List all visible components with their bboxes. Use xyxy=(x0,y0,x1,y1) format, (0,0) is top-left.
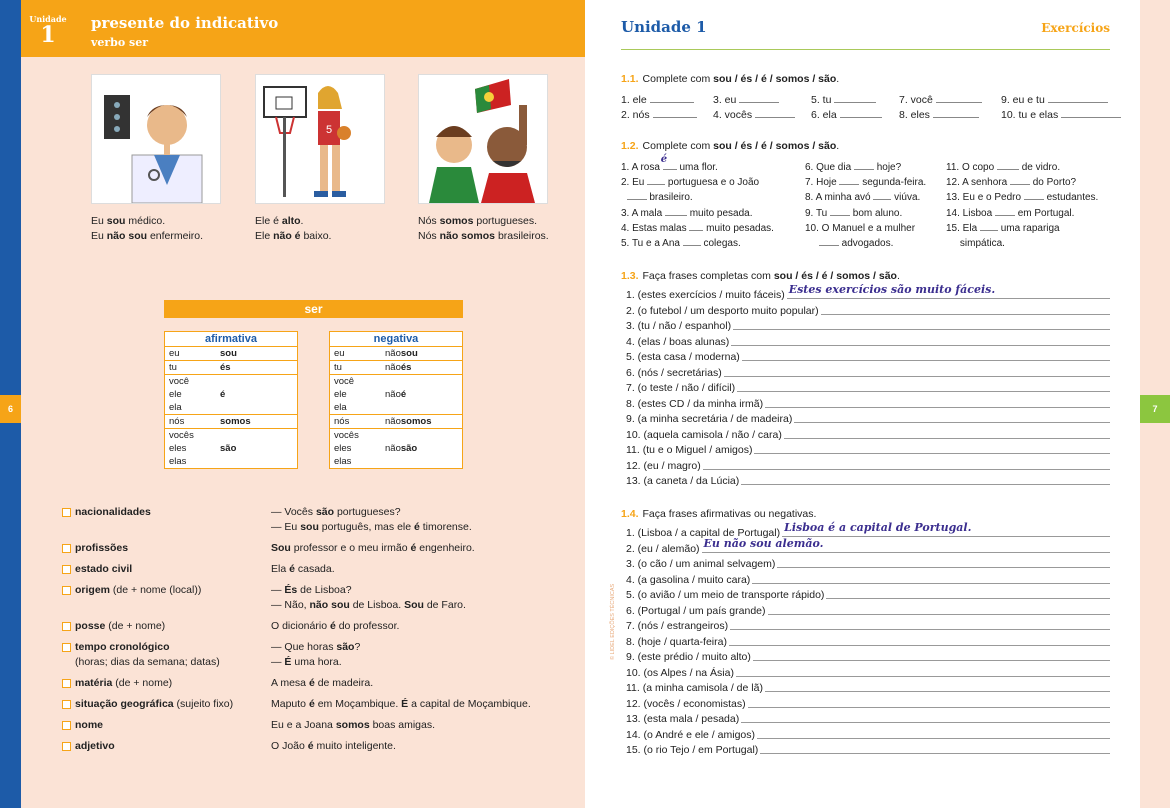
answer-line[interactable] xyxy=(748,697,1110,708)
exercise-prompt: 8. (estes CD / da minha irmã) xyxy=(626,397,764,410)
usage-row xyxy=(62,562,562,577)
answer-line[interactable] xyxy=(794,412,1110,423)
exercise-line xyxy=(626,474,1110,490)
negative-table xyxy=(329,331,463,469)
exercise-line xyxy=(626,728,1110,744)
table-row xyxy=(165,375,297,415)
exercise-line xyxy=(626,319,1110,335)
exercise-prompt: 6. (nós / secretárias) xyxy=(626,366,722,379)
exercise-1-1-instruction: 1.1. Complete com sou / és / é / somos / são. xyxy=(621,73,840,85)
usage-term: situação geográfica (sujeito fixo) xyxy=(75,698,234,710)
answer-line[interactable] xyxy=(784,428,1110,439)
answer-line[interactable] xyxy=(736,666,1110,677)
exercise-item: 8. A minha avó viúva. xyxy=(805,192,921,204)
exercise-prompt: 6. (Portugal / um país grande) xyxy=(626,604,766,617)
answer-blank[interactable] xyxy=(1061,109,1121,118)
usage-term: matéria (de + nome) xyxy=(75,677,173,689)
answer-line[interactable] xyxy=(760,743,1110,754)
answer-line[interactable] xyxy=(757,728,1110,739)
left-page-number: 6 xyxy=(0,395,21,423)
verb-cell: não são xyxy=(385,443,418,454)
exercise-line xyxy=(626,604,1110,620)
answer-blank[interactable] xyxy=(1010,176,1030,185)
usage-example: — És de Lisboa? — Não, não sou de Lisboa. Sou de Faro. xyxy=(271,584,466,611)
usage-row xyxy=(62,619,562,634)
exercise-item: 13. Eu e o Pedro estudantes. xyxy=(946,192,1099,204)
exercise-prompt: 3. (tu / não / espanhol) xyxy=(626,320,732,332)
caption-doctor: Eu sou médico. Eu não sou enfermeiro. xyxy=(91,215,204,242)
verb-cell: não sou xyxy=(385,348,418,359)
usage-term: profissões xyxy=(75,542,129,554)
page-subtitle: verbo ser xyxy=(91,36,149,49)
exercise-item: 7. você xyxy=(899,93,997,108)
pronoun-cell: você ele ela xyxy=(334,376,355,413)
exercise-prompt: 4. (elas / boas alunas) xyxy=(626,335,730,348)
pronoun-cell: eu xyxy=(169,348,180,359)
exercise-item: 5. tu xyxy=(811,93,895,108)
answer-line[interactable] xyxy=(724,366,1110,377)
answer-line[interactable] xyxy=(765,397,1110,408)
table-row xyxy=(165,415,297,429)
answer-line[interactable] xyxy=(742,350,1110,361)
exercise-1-4-instruction: 1.4. Faça frases afirmativas ou negativas. xyxy=(621,508,817,520)
exercise-line xyxy=(626,335,1110,351)
usage-row xyxy=(62,505,562,535)
exercise-prompt: 13. (a caneta / da Lúcia) xyxy=(626,475,740,487)
exercise-item: 8. eles xyxy=(899,108,997,123)
exercise-prompt: 15. (o rio Tejo / em Portugal) xyxy=(626,744,759,756)
answer-blank[interactable] xyxy=(1048,94,1108,103)
table-row xyxy=(330,415,462,429)
usage-label xyxy=(62,583,271,613)
pronoun-cell: vocês eles elas xyxy=(334,430,359,467)
table-row xyxy=(165,347,297,361)
right-page-number: 7 xyxy=(1140,395,1170,423)
usage-label xyxy=(62,640,271,670)
verb-cell: não somos xyxy=(385,416,432,427)
exercise-line xyxy=(626,619,1110,635)
exercise-line xyxy=(626,650,1110,666)
answer-blank[interactable] xyxy=(854,161,874,170)
answer-blank[interactable] xyxy=(1024,191,1044,200)
exercise-item: 1. ele xyxy=(621,93,709,108)
pronoun-cell: você ele ela xyxy=(169,376,190,413)
pronoun-cell: nós xyxy=(169,416,185,427)
handwritten-answer: é xyxy=(660,154,668,165)
usage-example: Sou professor e o meu irmão é engenheiro. xyxy=(271,542,475,554)
pronoun-cell: nós xyxy=(334,416,350,427)
exercise-line xyxy=(626,635,1110,651)
exercise-line xyxy=(626,521,1110,542)
answer-blank[interactable] xyxy=(647,176,665,185)
exercise-prompt: 8. (hoje / quarta-feira) xyxy=(626,635,727,648)
answer-line[interactable] xyxy=(768,604,1111,615)
exercise-prompt: 10. (aquela camisola / não / cara) xyxy=(626,428,782,441)
usage-row xyxy=(62,541,562,556)
usage-label xyxy=(62,718,271,733)
exercise-item: 6. ela xyxy=(811,108,895,123)
exercise-line xyxy=(626,697,1110,713)
exercise-line xyxy=(626,712,1110,728)
answer-blank[interactable] xyxy=(840,109,882,118)
exercise-prompt: 5. (o avião / um meio de transporte rápido) xyxy=(626,589,825,601)
svg-text:5: 5 xyxy=(326,124,333,136)
answer-blank[interactable] xyxy=(995,207,1015,216)
exercise-line xyxy=(626,681,1110,697)
answer-blank[interactable] xyxy=(653,109,697,118)
checkbox-icon xyxy=(62,700,71,709)
answer-line[interactable] xyxy=(754,443,1110,454)
table-row xyxy=(165,361,297,375)
answer-blank[interactable] xyxy=(755,109,795,118)
table-row xyxy=(330,429,462,468)
table-row xyxy=(330,375,462,415)
usage-example: O dicionário é do professor. xyxy=(271,620,400,632)
unit-badge xyxy=(24,14,72,54)
usage-term: nacionalidades xyxy=(75,506,151,518)
negative-header: negativa xyxy=(330,332,462,347)
usage-list xyxy=(62,505,562,760)
answer-line[interactable] xyxy=(702,536,1110,553)
copyright-note: © LIDEL EDIÇÕES TÉCNICAS xyxy=(610,583,616,660)
exercise-prompt: 7. (o teste / não / difícil) xyxy=(626,382,736,394)
exercise-item: 12. A senhora do Porto? xyxy=(946,177,1077,189)
exercise-line xyxy=(626,283,1110,304)
exercise-item: brasileiro. xyxy=(621,190,805,205)
answer-blank[interactable] xyxy=(933,109,979,118)
unit-number: 1 xyxy=(40,22,56,48)
answer-line[interactable] xyxy=(752,573,1110,584)
usage-example: Eu e a Joana somos boas amigas. xyxy=(271,719,436,731)
verb-cell: é xyxy=(220,389,226,400)
table-row xyxy=(330,361,462,375)
usage-example: Ela é casada. xyxy=(271,563,335,575)
header-rule xyxy=(621,49,1110,50)
answer-blank[interactable] xyxy=(739,94,779,103)
exercise-1-2 xyxy=(621,139,1110,251)
exercise-prompt: 2. (eu / alemão) xyxy=(626,542,700,555)
answer-line[interactable] xyxy=(729,635,1110,646)
usage-example: Maputo é em Moçambique. É a capital de Moçambique. xyxy=(271,698,531,710)
table-row xyxy=(165,429,297,468)
answer-line[interactable] xyxy=(765,681,1110,692)
exercise-prompt: 11. (tu e o Miguel / amigos) xyxy=(626,444,753,456)
verb-cell: não és xyxy=(385,362,412,373)
usage-label xyxy=(62,619,271,634)
exercise-prompt: 12. (vocês / economistas) xyxy=(626,697,746,710)
pronoun-cell: eu xyxy=(334,348,345,359)
pronoun-cell: tu xyxy=(169,362,177,373)
answer-blank[interactable] xyxy=(980,222,998,231)
exercise-prompt: 3. (o cão / um animal selvagem) xyxy=(626,558,776,570)
exercise-item: 10. O Manuel e a mulher xyxy=(805,222,916,234)
usage-row xyxy=(62,718,562,733)
exercise-prompt: 13. (esta mala / pesada) xyxy=(626,713,740,725)
exercise-line xyxy=(626,536,1110,558)
usage-example: — Vocês são portugueses? — Eu sou português, mas ele é timorense. xyxy=(271,506,472,533)
exercise-item: 4. vocês xyxy=(713,108,807,123)
exercise-1-3-instruction: 1.3. Faça frases completas com sou / és / é / somos / são. xyxy=(621,270,900,282)
exercise-prompt: 4. (a gasolina / muito cara) xyxy=(626,573,751,586)
affirmative-table xyxy=(164,331,298,469)
exercise-item: 9. eu e tu xyxy=(1001,93,1126,108)
pronoun-cell: tu xyxy=(334,362,342,373)
answer-blank[interactable] xyxy=(936,94,982,103)
usage-example: — Que horas são? — É uma hora. xyxy=(271,641,361,668)
exercise-item: simpática. xyxy=(946,238,1005,250)
exercise-prompt: 12. (eu / magro) xyxy=(626,459,701,472)
usage-row xyxy=(62,640,562,670)
verb-cell: sou xyxy=(220,348,237,359)
exercise-line xyxy=(626,743,1110,759)
usage-label xyxy=(62,562,271,577)
answer-blank[interactable] xyxy=(660,154,677,170)
answer-line[interactable] xyxy=(782,521,1110,537)
usage-term: origem (de + nome (local)) xyxy=(75,584,202,596)
usage-term: posse (de + nome) xyxy=(75,620,166,632)
answer-line[interactable] xyxy=(777,557,1110,568)
usage-term: adjetivo xyxy=(75,740,115,752)
exercise-1-2-instruction: 1.2. Complete com sou / és / é / somos / são. xyxy=(621,140,840,152)
exercise-prompt: 9. (a minha secretária / de madeira) xyxy=(626,413,793,425)
exercise-line xyxy=(626,366,1110,382)
answer-blank[interactable] xyxy=(834,94,876,103)
usage-term: tempo cronológico (horas; dias da semana; datas) xyxy=(75,641,220,668)
verb-cell: somos xyxy=(220,416,251,427)
exercise-item: 6. Que dia hoje? xyxy=(805,162,902,173)
usage-label xyxy=(62,697,271,712)
exercise-item: 14. Lisboa em Portugal. xyxy=(946,207,1075,219)
answer-line[interactable] xyxy=(731,335,1110,346)
exercise-item: 5. Tu e a Ana colegas. xyxy=(621,238,741,250)
usage-label xyxy=(62,739,271,754)
answer-blank[interactable] xyxy=(627,191,647,200)
exercise-1-4 xyxy=(621,507,1110,759)
exercise-line xyxy=(626,573,1110,589)
checkbox-icon xyxy=(62,565,71,574)
answer-line[interactable] xyxy=(741,474,1110,485)
answer-blank[interactable] xyxy=(830,207,850,216)
answer-line[interactable] xyxy=(753,650,1110,661)
answer-blank[interactable] xyxy=(650,94,694,103)
handwritten-answer: Estes exercícios são muito fáceis. xyxy=(788,283,996,296)
usage-row xyxy=(62,583,562,613)
exercise-item: 2. nós xyxy=(621,108,709,123)
checkbox-icon xyxy=(62,622,71,631)
exercise-item: 1. A rosa é uma flor. xyxy=(621,154,718,173)
exercise-prompt: 7. (nós / estrangeiros) xyxy=(626,620,729,632)
answer-line[interactable] xyxy=(821,304,1110,315)
verb-cell: são xyxy=(220,443,237,454)
usage-label xyxy=(62,505,271,535)
exercise-item: 15. Ela uma rapariga xyxy=(946,222,1060,234)
answer-line[interactable] xyxy=(737,381,1110,392)
exercise-prompt: 1. (Lisboa / a capital de Portugal) xyxy=(626,527,781,539)
unit-label: Unidade xyxy=(29,14,67,24)
exercise-item: 11. O copo de vidro. xyxy=(946,162,1061,173)
exercise-prompt: 11. (a minha camisola / de lã) xyxy=(626,682,763,694)
exercise-line xyxy=(626,443,1110,459)
exercise-prompt: 5. (esta casa / moderna) xyxy=(626,351,740,363)
checkbox-icon xyxy=(62,586,71,595)
checkbox-icon xyxy=(62,721,71,730)
verb-cell: és xyxy=(220,362,231,373)
exercise-line xyxy=(626,381,1110,397)
exercise-prompt: 14. (o André e ele / amigos) xyxy=(626,728,755,741)
answer-blank[interactable] xyxy=(997,161,1019,170)
usage-row xyxy=(62,697,562,712)
exercise-item: 10. tu e elas xyxy=(1001,108,1126,123)
answer-line[interactable] xyxy=(787,283,1110,299)
caption-tall: Ele é alto. Ele não é baixo. xyxy=(255,215,332,242)
exercise-prompt: 9. (este prédio / muito alto) xyxy=(626,651,751,663)
exercise-line xyxy=(626,428,1110,444)
section-title: Exercícios xyxy=(1041,21,1110,35)
checkbox-icon xyxy=(62,544,71,553)
usage-row xyxy=(62,739,562,754)
exercise-1-1 xyxy=(621,72,1110,123)
answer-line[interactable] xyxy=(730,619,1110,630)
exercise-line xyxy=(626,412,1110,428)
fans-illustration xyxy=(418,74,548,204)
exercise-item: 9. Tu bom aluno. xyxy=(805,207,903,219)
exercise-1-3 xyxy=(621,269,1110,490)
exercise-prompt: 2. (o futebol / um desporto muito popular) xyxy=(626,304,819,317)
exercise-line xyxy=(626,666,1110,682)
unit-title: Unidade 1 xyxy=(621,18,707,36)
usage-example: A mesa é de madeira. xyxy=(271,677,374,689)
exercise-line xyxy=(626,557,1110,573)
exercise-line xyxy=(626,588,1110,604)
exercise-item: 3. eu xyxy=(713,93,807,108)
doctor-illustration xyxy=(91,74,221,204)
caption-fans: Nós somos portugueses. Nós não somos brasileiros. xyxy=(418,215,549,242)
exercise-prompt: 10. (os Alpes / na Ásia) xyxy=(626,666,734,679)
affirmative-header: afirmativa xyxy=(165,332,297,347)
answer-line[interactable] xyxy=(826,588,1110,599)
usage-label xyxy=(62,676,271,691)
answer-blank[interactable] xyxy=(665,207,687,216)
exercise-item: 4. Estas malas muito pesadas. xyxy=(621,222,774,234)
answer-blank[interactable] xyxy=(819,237,839,246)
verb-cell: não é xyxy=(385,389,407,400)
exercise-item: 3. A mala muito pesada. xyxy=(621,207,753,219)
exercise-item: 2. Eu portuguesa e o João xyxy=(621,177,760,189)
answer-blank[interactable] xyxy=(839,176,859,185)
answer-line[interactable] xyxy=(741,712,1110,723)
answer-line[interactable] xyxy=(733,319,1110,330)
exercise-line xyxy=(626,350,1110,366)
handwritten-answer: Eu não sou alemão. xyxy=(703,536,824,550)
checkbox-icon xyxy=(62,679,71,688)
usage-label xyxy=(62,541,271,556)
pronoun-cell: vocês eles elas xyxy=(169,430,194,467)
checkbox-icon xyxy=(62,643,71,652)
usage-term: estado civil xyxy=(75,563,133,575)
handwritten-answer: Lisboa é a capital de Portugal. xyxy=(784,521,972,534)
answer-blank[interactable] xyxy=(873,191,891,200)
usage-row xyxy=(62,676,562,691)
exercise-item: 7. Hoje segunda-feira. xyxy=(805,177,927,189)
answer-line[interactable] xyxy=(703,459,1110,470)
usage-example: O João é muito inteligente. xyxy=(271,740,396,752)
exercise-prompt: 1. (estes exercícios / muito fáceis) xyxy=(626,289,785,301)
answer-blank[interactable] xyxy=(689,222,703,231)
exercise-line xyxy=(626,397,1110,413)
page-title: presente do indicativo xyxy=(91,14,279,32)
answer-blank[interactable] xyxy=(683,237,701,246)
table-row xyxy=(330,347,462,361)
tall-player-illustration xyxy=(255,74,385,204)
usage-term: nome xyxy=(75,719,104,731)
exercise-line xyxy=(626,304,1110,320)
ser-table-title: ser xyxy=(164,300,463,318)
checkbox-icon xyxy=(62,508,71,517)
checkbox-icon xyxy=(62,742,71,751)
exercise-line xyxy=(626,459,1110,475)
exercise-item: advogados. xyxy=(805,236,946,251)
